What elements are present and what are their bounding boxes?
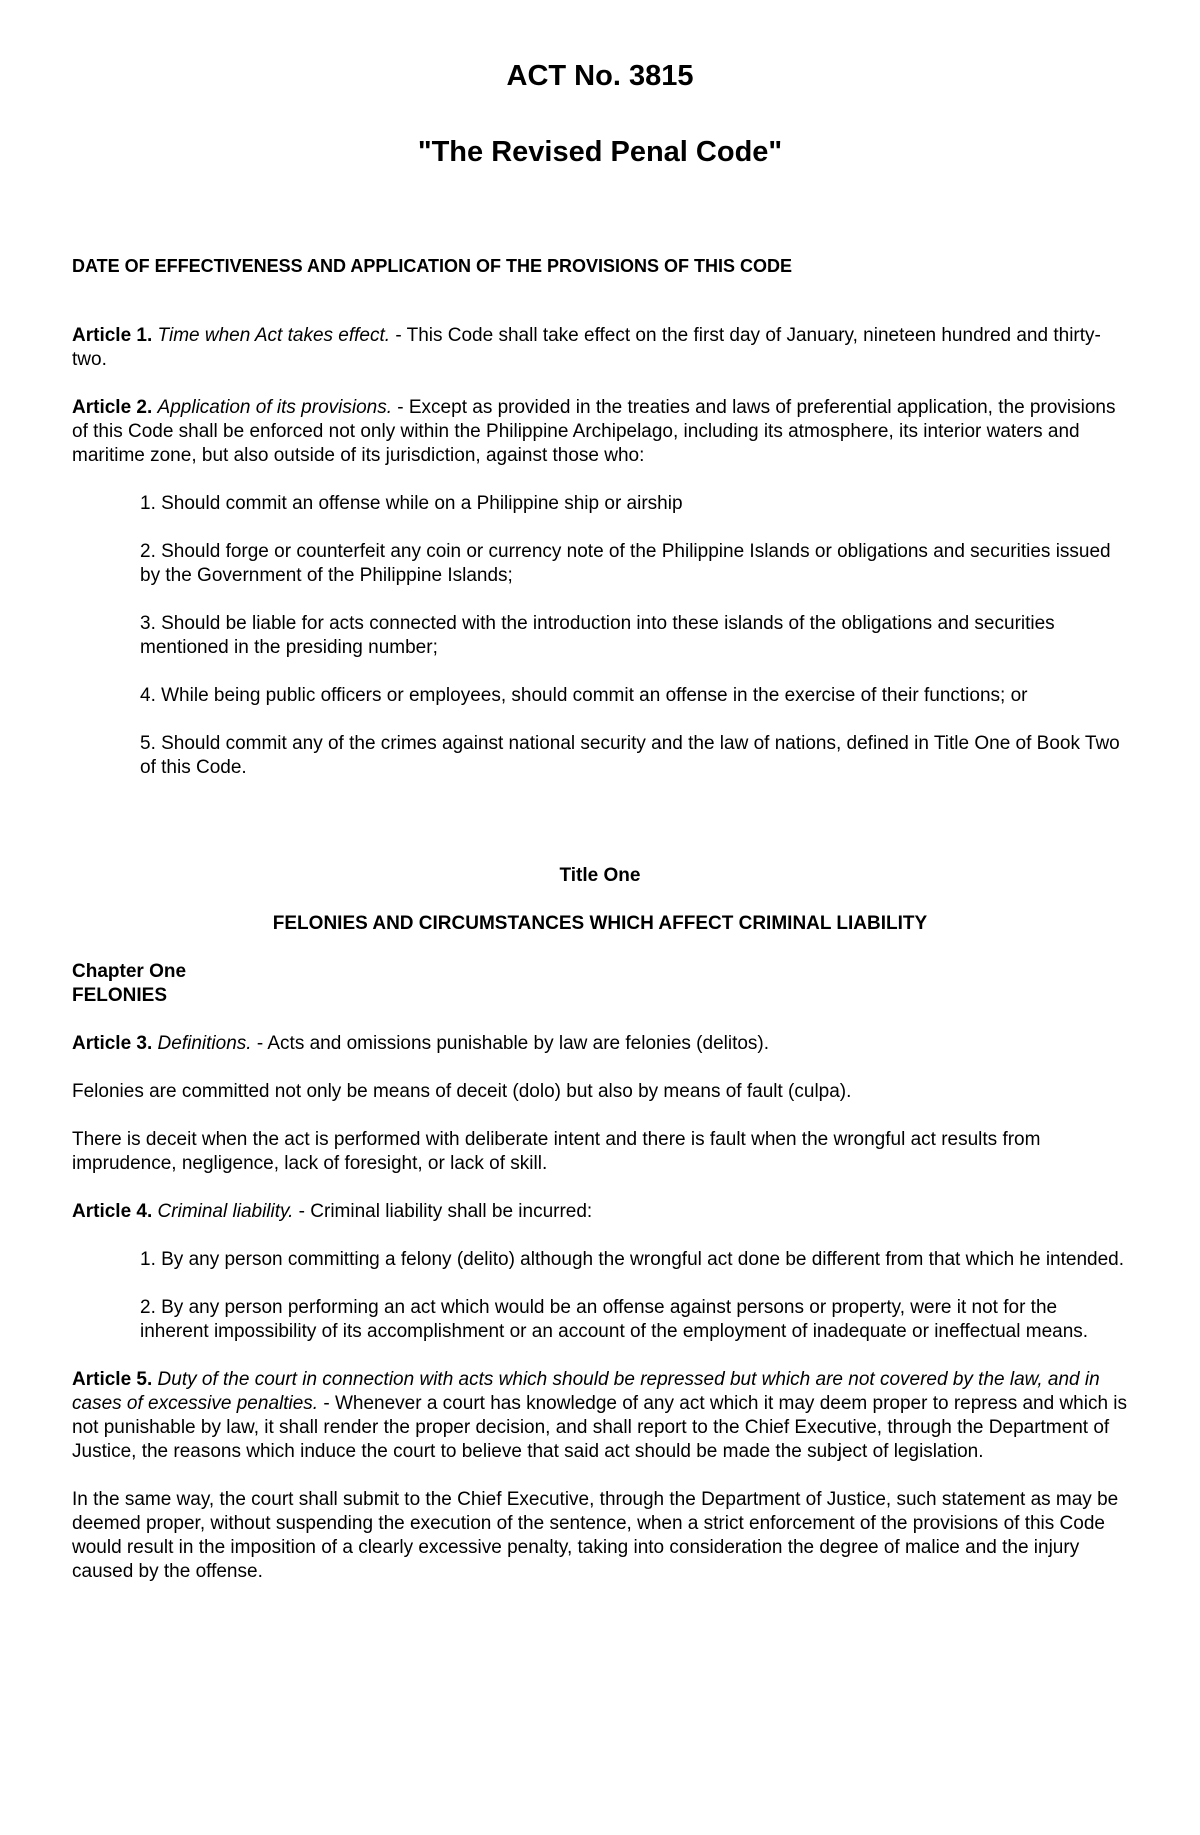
article-4-title: Criminal liability.: [157, 1201, 294, 1222]
article-4-text: - Criminal liability shall be incurred:: [293, 1201, 593, 1222]
article-5-paragraph-1: In the same way, the court shall submit to the Chief Executive, through the Department of Justice, such statement as may be deemed proper, without suspending the execution of the sentence, when a strict enforcement of the provisions of this Code would result in the imposition of a clearly excessive penalty, taking into consideration the degree of malice and the injury caused by the offense.: [72, 1489, 1119, 1582]
title-one-heading: Title One: [559, 865, 641, 886]
article-4-list: [72, 1248, 1128, 1344]
article-1-title: Time when Act takes effect.: [157, 325, 391, 346]
article-4-label: Article 4.: [72, 1201, 153, 1222]
article-1: [72, 324, 1128, 372]
chapter-one-label: Chapter One: [72, 961, 187, 982]
article-3-paragraph-2: There is deceit when the act is performed with deliberate intent and there is fault when the wrongful act results from imprudence, negligence, lack of foresight, or lack of skill.: [72, 1129, 1041, 1174]
article-1-label: Article 1.: [72, 325, 153, 346]
effectiveness-section-heading: DATE OF EFFECTIVENESS AND APPLICATION OF THE PROVISIONS OF THIS CODE: [72, 256, 793, 276]
article-3: [72, 1032, 1128, 1056]
act-number-title: ACT No. 3815: [506, 60, 694, 92]
article-5: [72, 1368, 1128, 1464]
code-name-title: "The Revised Penal Code": [417, 136, 783, 168]
article-4-item-2: 2. By any person performing an act which would be an offense against persons or property, were it not for the inherent impossibility of its accomplishment or an account of the employment of inadequate or ineffectual means.: [140, 1297, 1089, 1342]
article-2-item-4: 4. While being public officers or employees, should commit an offense in the exercise of their functions; or: [140, 685, 1028, 706]
article-2-title: Application of its provisions.: [157, 397, 392, 418]
felonies-circumstances-heading: FELONIES AND CIRCUMSTANCES WHICH AFFECT CRIMINAL LIABILITY: [272, 913, 928, 934]
article-2-text: - Except as provided in the treaties and laws of preferential application, the provisions of this Code shall be enforced not only within the Philippine Archipelago, including its atmosphere, its interior waters and maritime zone, but also outside of its jurisdiction, against those who:: [72, 397, 1116, 466]
article-2-list: [72, 492, 1128, 780]
chapter-one-name: FELONIES: [72, 985, 168, 1006]
article-3-paragraph-1: Felonies are committed not only be means of deceit (dolo) but also by means of fault (culpa).: [72, 1081, 852, 1102]
article-2-item-3: 3. Should be liable for acts connected with the introduction into these islands of the obligations and securities mentioned in the presiding number;: [140, 613, 1055, 658]
chapter-one-heading: [72, 960, 1128, 1008]
article-4: [72, 1200, 1128, 1224]
article-5-title: Duty of the court in connection with acts which should be repressed but which are not covered by the law, and in cases of excessive penalties.: [72, 1369, 1100, 1414]
article-2-item-2: 2. Should forge or counterfeit any coin or currency note of the Philippine Islands or obligations and securities issued by the Government of the Philippine Islands;: [140, 541, 1111, 586]
article-1-text: - This Code shall take effect on the first day of January, nineteen hundred and thirty-two.: [72, 325, 1101, 370]
article-5-label: Article 5.: [72, 1369, 153, 1390]
article-2-item-1: 1. Should commit an offense while on a Philippine ship or airship: [140, 493, 683, 514]
article-5-text: - Whenever a court has knowledge of any act which it may deem proper to repress and which is not punishable by law, it shall render the proper decision, and shall report to the Chief Executive, through the Department of Justice, the reasons which induce the court to believe that said act should be made the subject of legislation.: [72, 1393, 1128, 1462]
article-3-text: - Acts and omissions punishable by law are felonies (delitos).: [251, 1033, 770, 1054]
article-4-item-1: 1. By any person committing a felony (delito) although the wrongful act done be different from that which he intended.: [140, 1249, 1125, 1270]
article-3-title: Definitions.: [157, 1033, 252, 1054]
article-2: [72, 396, 1128, 468]
article-3-label: Article 3.: [72, 1033, 153, 1054]
article-2-item-5: 5. Should commit any of the crimes against national security and the law of nations, defined in Title One of Book Two of this Code.: [140, 733, 1120, 778]
article-2-label: Article 2.: [72, 397, 153, 418]
